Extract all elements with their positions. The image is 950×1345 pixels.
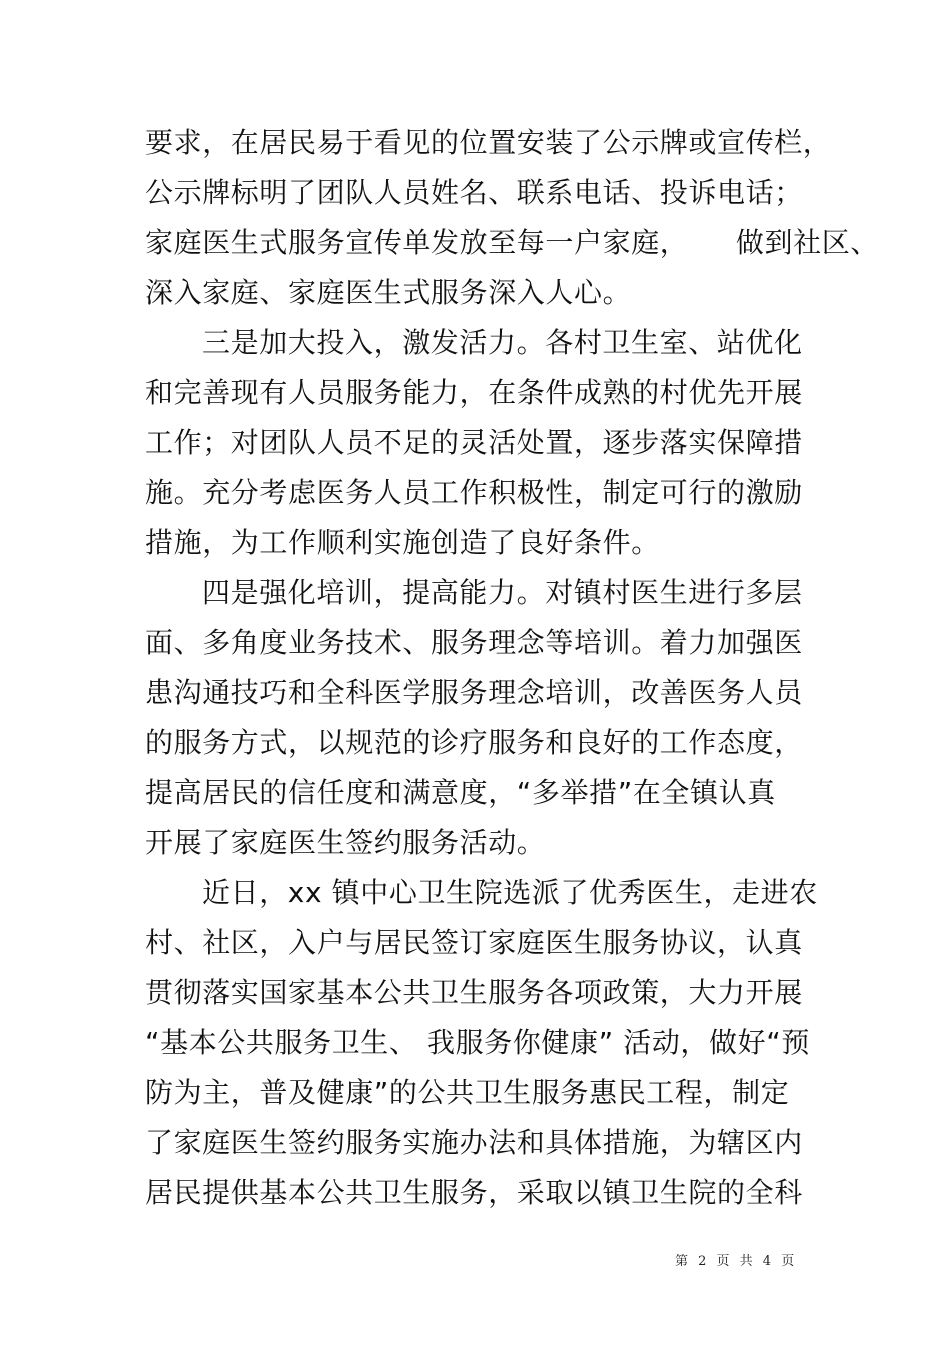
text-line: 面、多角度业务技术、服务理念等培训。着力加强医 xyxy=(145,626,803,659)
paragraph-first-line: 三是加大投入，激发活力。各村卫生室、站优化 xyxy=(202,326,803,359)
text-line: 贯彻落实国家基本公共卫生服务各项政策，大力开展 xyxy=(145,976,803,1009)
paragraph-first-line: 四是强化培训，提高能力。对镇村医生进行多层 xyxy=(202,576,803,609)
text-line: 和完善现有人员服务能力，在条件成熟的村优先开展 xyxy=(145,376,803,409)
text-line: 的服务方式，以规范的诊疗服务和良好的工作态度， xyxy=(145,726,803,759)
text-line: 工作；对团队人员不足的灵活处置，逐步落实保障措 xyxy=(145,426,803,459)
text-line: 要求，在居民易于看见的位置安装了公示牌或宣传栏， xyxy=(145,126,832,159)
page-number-footer: 第 2 页 共 4 页 xyxy=(675,1254,798,1269)
text-line: 公示牌标明了团队人员姓名、联系电话、投诉电话； xyxy=(145,176,803,209)
text-line: 居民提供基本公共卫生服务，采取以镇卫生院的全科 xyxy=(145,1176,803,1209)
text-line: “基本公共服务卫生、 我服务你健康” 活动，做好“预 xyxy=(145,1026,810,1059)
text-line: 措施，为工作顺利实施创造了良好条件。 xyxy=(145,526,660,559)
text-line: 开展了家庭医生签约服务活动。 xyxy=(145,826,546,859)
text-line: 家庭医生式服务宣传单发放至每一户家庭， 做到社区、 xyxy=(145,226,879,259)
text-line: 提高居民的信任度和满意度，“多举措”在全镇认真 xyxy=(145,776,776,809)
paragraph-first-line: 近日，xx 镇中心卫生院选派了优秀医生，走进农 xyxy=(202,876,818,909)
text-line: 施。充分考虑医务人员工作积极性，制定可行的激励 xyxy=(145,476,803,509)
text-line: 了家庭医生签约服务实施办法和具体措施，为辖区内 xyxy=(145,1126,803,1159)
text-line: 防为主，普及健康”的公共卫生服务惠民工程，制定 xyxy=(145,1076,790,1109)
text-line: 患沟通技巧和全科医学服务理念培训，改善医务人员 xyxy=(145,676,803,709)
text-line: 深入家庭、家庭医生式服务深入人心。 xyxy=(145,276,632,309)
text-line: 村、社区，入户与居民签订家庭医生服务协议，认真 xyxy=(145,926,803,959)
